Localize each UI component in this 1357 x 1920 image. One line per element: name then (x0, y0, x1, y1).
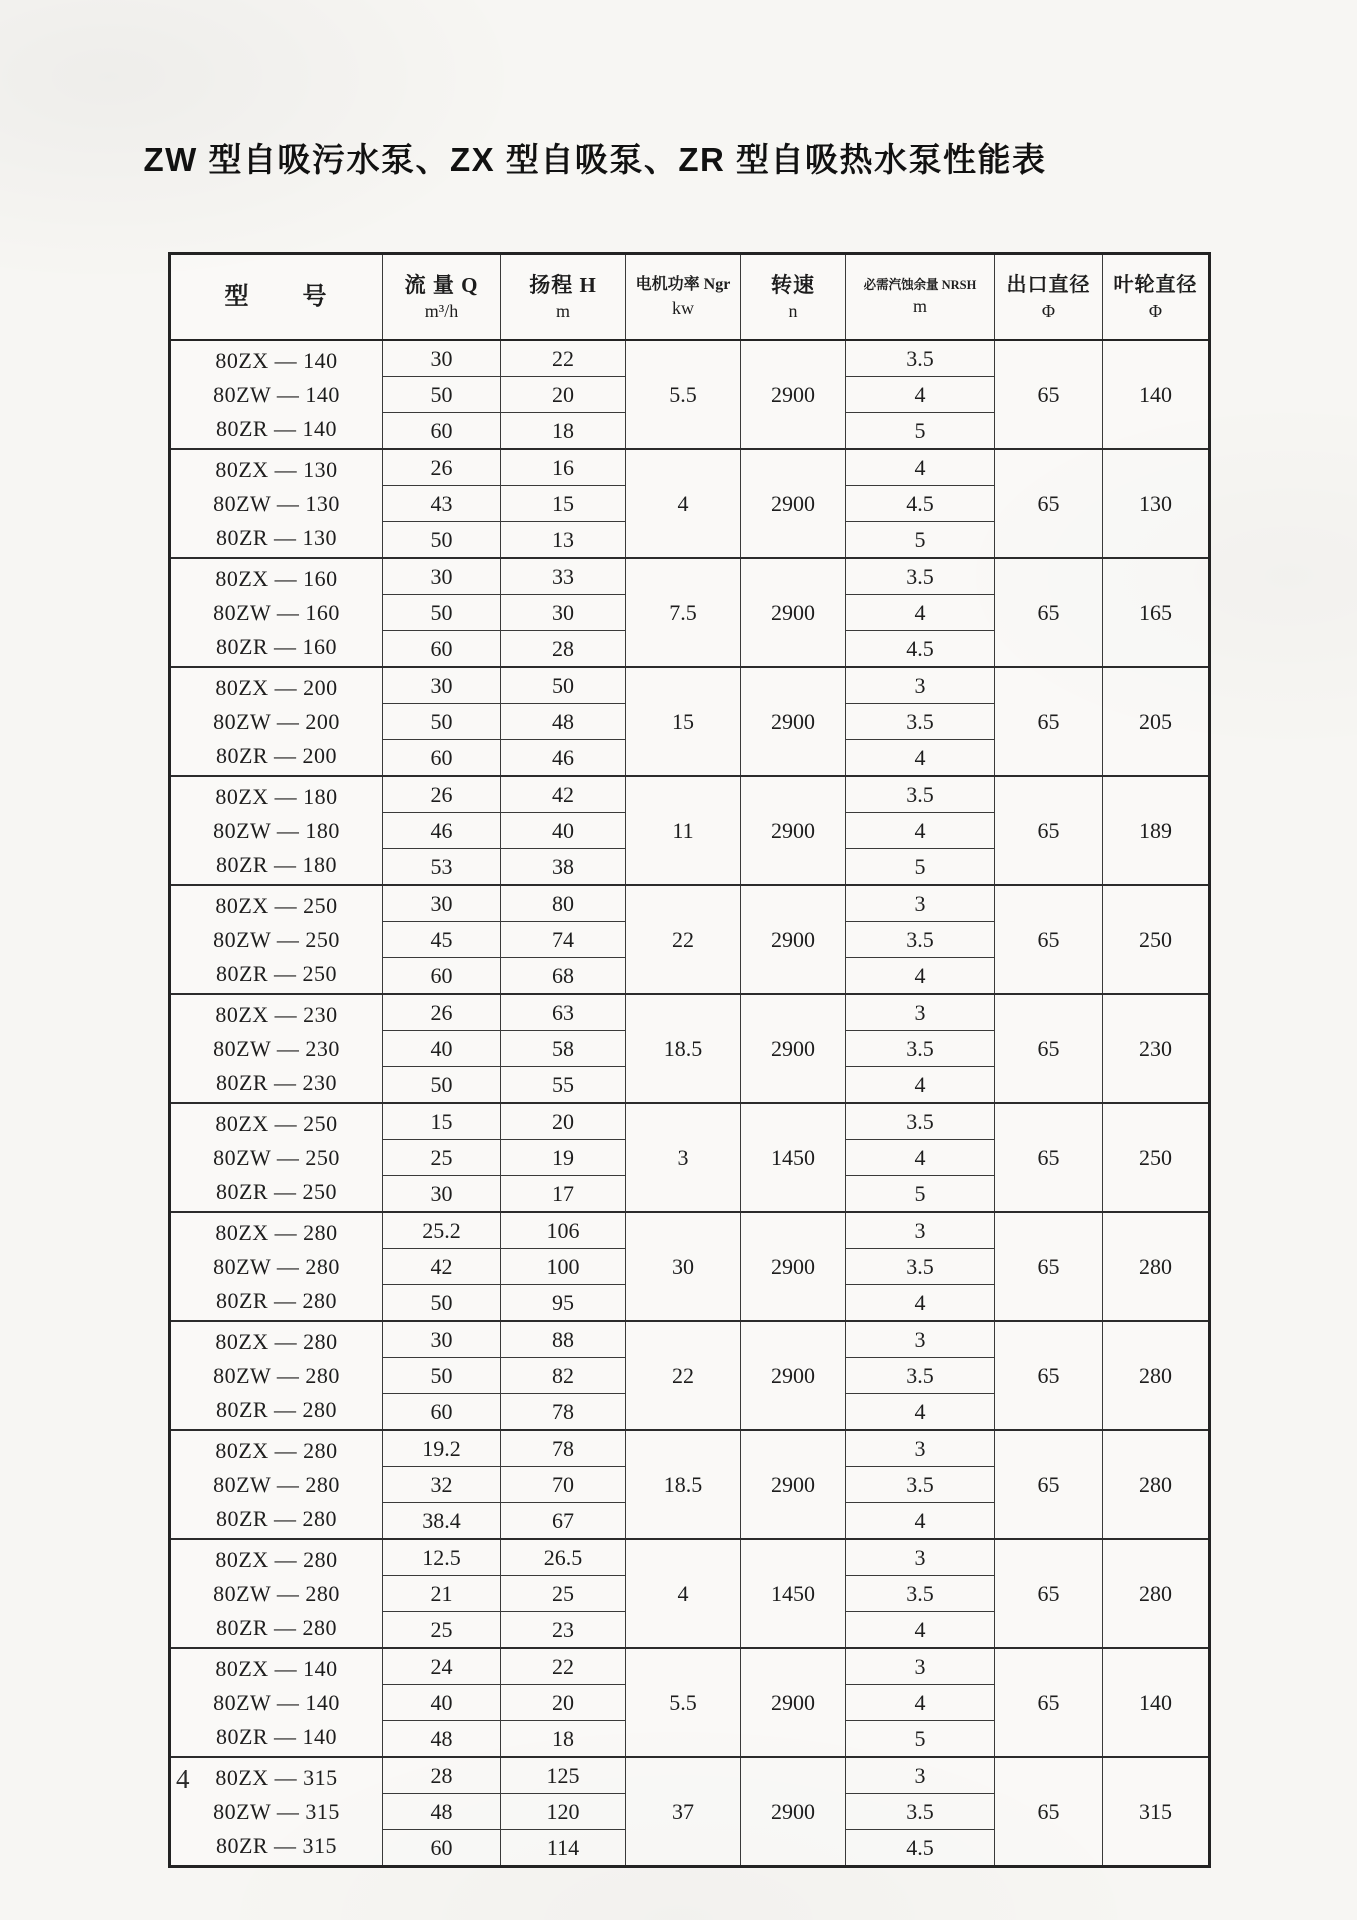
head-cell: 114 (501, 1830, 626, 1867)
flow-cell: 12.5 (383, 1539, 501, 1576)
head-cell: 30 (501, 595, 626, 631)
npsh-cell: 4 (846, 449, 995, 486)
model-name: 80ZR — 315 (215, 1832, 338, 1858)
power-cell: 37 (626, 1757, 741, 1867)
speed-cell: 2900 (741, 1430, 846, 1539)
outlet-diameter-cell: 65 (995, 776, 1103, 885)
head-cell: 18 (501, 1721, 626, 1758)
npsh-cell: 3 (846, 1430, 995, 1467)
head-cell: 40 (501, 813, 626, 849)
table-row (170, 558, 1210, 595)
model-cell (170, 340, 383, 449)
impeller-diameter-cell: 280 (1103, 1212, 1210, 1321)
speed-cell: 2900 (741, 1648, 846, 1757)
model-cell (170, 667, 383, 776)
power-cell: 7.5 (626, 558, 741, 667)
power-cell: 18.5 (626, 994, 741, 1103)
impeller-diameter-cell: 205 (1103, 667, 1210, 776)
model-name: 80ZX — 160 (215, 565, 338, 591)
flow-cell: 50 (383, 522, 501, 559)
col-header-outlet-label: 出口直径 (1006, 273, 1091, 296)
flow-cell: 30 (383, 885, 501, 922)
col-header-power-label: 电机功率 Ngr (635, 276, 731, 293)
model-name: 80ZR — 180 (215, 851, 338, 877)
model-cell (170, 1212, 383, 1321)
flow-cell: 50 (383, 1067, 501, 1104)
npsh-cell: 5 (846, 1176, 995, 1213)
model-name: 80ZX — 250 (215, 892, 338, 918)
model-name: 80ZW — 315 (213, 1798, 340, 1824)
speed-cell: 2900 (741, 1757, 846, 1867)
model-cell (170, 1103, 383, 1212)
table-row (170, 994, 1210, 1031)
flow-cell: 48 (383, 1721, 501, 1758)
model-name: 80ZR — 280 (215, 1287, 338, 1313)
flow-cell: 21 (383, 1576, 501, 1612)
head-cell: 20 (501, 1103, 626, 1140)
power-cell: 5.5 (626, 340, 741, 449)
table-header (170, 254, 1210, 341)
head-cell: 13 (501, 522, 626, 559)
flow-cell: 48 (383, 1794, 501, 1830)
flow-cell: 42 (383, 1249, 501, 1285)
npsh-cell: 3.5 (846, 1249, 995, 1285)
npsh-cell: 4 (846, 958, 995, 995)
head-cell: 26.5 (501, 1539, 626, 1576)
npsh-cell: 3 (846, 1212, 995, 1249)
npsh-cell: 4 (846, 1140, 995, 1176)
npsh-cell: 3.5 (846, 1467, 995, 1503)
col-header-speed (741, 254, 846, 341)
flow-cell: 53 (383, 849, 501, 886)
npsh-cell: 3 (846, 1757, 995, 1794)
npsh-cell: 3.5 (846, 922, 995, 958)
table-row (170, 885, 1210, 922)
flow-cell: 30 (383, 1176, 501, 1213)
npsh-cell: 4 (846, 1067, 995, 1104)
outlet-diameter-cell: 65 (995, 994, 1103, 1103)
table-row (170, 1539, 1210, 1576)
model-name: 80ZX — 315 (215, 1764, 338, 1790)
head-cell: 63 (501, 994, 626, 1031)
model-name: 80ZR — 250 (215, 960, 338, 986)
flow-cell: 60 (383, 958, 501, 995)
col-header-power (626, 254, 741, 341)
table-row (170, 449, 1210, 486)
head-cell: 78 (501, 1430, 626, 1467)
model-name: 80ZW — 250 (213, 1144, 340, 1170)
head-cell: 20 (501, 1685, 626, 1721)
model-cell (170, 1757, 383, 1867)
model-cell (170, 449, 383, 558)
table-row (170, 667, 1210, 704)
head-cell: 68 (501, 958, 626, 995)
npsh-cell: 3 (846, 667, 995, 704)
model-name: 80ZR — 200 (215, 742, 338, 768)
model-name: 80ZX — 140 (215, 347, 338, 373)
page-title: ZW 型自吸污水泵、ZX 型自吸泵、ZR 型自吸热水泵性能表 (143, 141, 1047, 178)
head-cell: 70 (501, 1467, 626, 1503)
power-cell: 15 (626, 667, 741, 776)
model-name: 80ZR — 230 (215, 1069, 338, 1095)
flow-cell: 32 (383, 1467, 501, 1503)
head-cell: 100 (501, 1249, 626, 1285)
head-cell: 80 (501, 885, 626, 922)
col-header-outlet (995, 254, 1103, 341)
head-cell: 22 (501, 1648, 626, 1685)
model-name: 80ZX — 280 (215, 1219, 338, 1245)
model-name: 80ZW — 160 (213, 599, 340, 625)
table-body (170, 340, 1210, 1867)
flow-cell: 26 (383, 776, 501, 813)
header-row (170, 254, 1210, 341)
flow-cell: 50 (383, 595, 501, 631)
npsh-cell: 4 (846, 1394, 995, 1431)
flow-cell: 45 (383, 922, 501, 958)
head-cell: 18 (501, 413, 626, 450)
model-name: 80ZW — 230 (213, 1035, 340, 1061)
outlet-diameter-cell: 65 (995, 1648, 1103, 1757)
model-cell (170, 558, 383, 667)
speed-cell: 2900 (741, 667, 846, 776)
npsh-cell: 5 (846, 522, 995, 559)
npsh-cell: 3.5 (846, 1576, 995, 1612)
head-cell: 106 (501, 1212, 626, 1249)
col-header-flow-label: 流 量 Q (404, 272, 479, 297)
npsh-cell: 3 (846, 1321, 995, 1358)
table-row (170, 1757, 1210, 1794)
flow-cell: 19.2 (383, 1430, 501, 1467)
outlet-diameter-cell: 65 (995, 885, 1103, 994)
model-name: 80ZW — 130 (213, 490, 340, 516)
npsh-cell: 5 (846, 849, 995, 886)
power-cell: 18.5 (626, 1430, 741, 1539)
head-cell: 125 (501, 1757, 626, 1794)
col-header-head (501, 254, 626, 341)
npsh-cell: 3 (846, 1539, 995, 1576)
npsh-cell: 3.5 (846, 1103, 995, 1140)
speed-cell: 2900 (741, 1212, 846, 1321)
head-cell: 28 (501, 631, 626, 668)
flow-cell: 28 (383, 1757, 501, 1794)
table-row (170, 776, 1210, 813)
flow-cell: 60 (383, 413, 501, 450)
npsh-cell: 4.5 (846, 631, 995, 668)
model-name: 80ZX — 230 (215, 1001, 338, 1027)
flow-cell: 60 (383, 740, 501, 777)
npsh-cell: 4 (846, 377, 995, 413)
model-name: 80ZX — 200 (215, 674, 338, 700)
head-cell: 19 (501, 1140, 626, 1176)
npsh-cell: 3.5 (846, 704, 995, 740)
impeller-diameter-cell: 140 (1103, 340, 1210, 449)
col-header-model (170, 254, 383, 341)
model-name: 80ZR — 280 (215, 1505, 338, 1531)
flow-cell: 50 (383, 704, 501, 740)
impeller-diameter-cell: 250 (1103, 1103, 1210, 1212)
impeller-diameter-cell: 189 (1103, 776, 1210, 885)
npsh-cell: 3 (846, 1648, 995, 1685)
model-cell (170, 1430, 383, 1539)
col-header-flow-unit: m³/h (424, 301, 459, 322)
model-name: 80ZW — 280 (213, 1580, 340, 1606)
flow-cell: 24 (383, 1648, 501, 1685)
model-cell (170, 994, 383, 1103)
table-row (170, 1430, 1210, 1467)
outlet-diameter-cell: 65 (995, 1321, 1103, 1430)
flow-cell: 25.2 (383, 1212, 501, 1249)
col-header-speed-unit: n (788, 301, 798, 322)
col-header-impeller-label: 叶轮直径 (1113, 273, 1198, 296)
pump-performance-table (168, 252, 1211, 1868)
model-name: 80ZX — 280 (215, 1546, 338, 1572)
model-name: 80ZW — 140 (213, 1689, 340, 1715)
col-header-outlet-unit: Φ (1041, 300, 1056, 321)
npsh-cell: 4.5 (846, 1830, 995, 1867)
impeller-diameter-cell: 280 (1103, 1430, 1210, 1539)
model-name: 80ZW — 180 (213, 817, 340, 843)
power-cell: 5.5 (626, 1648, 741, 1757)
page-number: 4 (176, 1764, 190, 1794)
flow-cell: 46 (383, 813, 501, 849)
npsh-cell: 3 (846, 885, 995, 922)
power-cell: 30 (626, 1212, 741, 1321)
npsh-cell: 4 (846, 1285, 995, 1322)
head-cell: 22 (501, 340, 626, 377)
model-cell (170, 776, 383, 885)
model-name: 80ZX — 280 (215, 1437, 338, 1463)
flow-cell: 25 (383, 1140, 501, 1176)
flow-cell: 60 (383, 631, 501, 668)
model-name: 80ZR — 140 (215, 415, 338, 441)
flow-cell: 25 (383, 1612, 501, 1649)
model-name: 80ZW — 250 (213, 926, 340, 952)
head-cell: 38 (501, 849, 626, 886)
outlet-diameter-cell: 65 (995, 1539, 1103, 1648)
flow-cell: 40 (383, 1685, 501, 1721)
model-cell (170, 1321, 383, 1430)
head-cell: 50 (501, 667, 626, 704)
table-row (170, 340, 1210, 377)
npsh-cell: 3.5 (846, 1031, 995, 1067)
model-name: 80ZW — 280 (213, 1471, 340, 1497)
speed-cell: 2900 (741, 885, 846, 994)
model-name: 80ZX — 130 (215, 456, 338, 482)
impeller-diameter-cell: 230 (1103, 994, 1210, 1103)
col-header-impeller-unit: Φ (1148, 300, 1163, 321)
flow-cell: 30 (383, 340, 501, 377)
outlet-diameter-cell: 65 (995, 1103, 1103, 1212)
col-header-head-unit: m (555, 301, 570, 322)
npsh-cell: 4 (846, 595, 995, 631)
speed-cell: 2900 (741, 340, 846, 449)
power-cell: 3 (626, 1103, 741, 1212)
model-name: 80ZR — 250 (215, 1178, 338, 1204)
speed-cell: 2900 (741, 558, 846, 667)
outlet-diameter-cell: 65 (995, 1430, 1103, 1539)
flow-cell: 15 (383, 1103, 501, 1140)
flow-cell: 26 (383, 994, 501, 1031)
speed-cell: 1450 (741, 1539, 846, 1648)
npsh-cell: 4.5 (846, 486, 995, 522)
outlet-diameter-cell: 65 (995, 340, 1103, 449)
flow-cell: 50 (383, 377, 501, 413)
impeller-diameter-cell: 130 (1103, 449, 1210, 558)
speed-cell: 2900 (741, 1321, 846, 1430)
model-cell (170, 1539, 383, 1648)
impeller-diameter-cell: 315 (1103, 1757, 1210, 1867)
col-header-npsh (846, 254, 995, 341)
npsh-cell: 5 (846, 1721, 995, 1758)
head-cell: 120 (501, 1794, 626, 1830)
outlet-diameter-cell: 65 (995, 1757, 1103, 1867)
npsh-cell: 4 (846, 813, 995, 849)
col-header-model-label: 型 号 (224, 284, 329, 310)
npsh-cell: 5 (846, 413, 995, 450)
flow-cell: 60 (383, 1830, 501, 1867)
head-cell: 58 (501, 1031, 626, 1067)
impeller-diameter-cell: 140 (1103, 1648, 1210, 1757)
col-header-head-label: 扬程 H (529, 272, 597, 297)
npsh-cell: 3.5 (846, 1794, 995, 1830)
outlet-diameter-cell: 65 (995, 667, 1103, 776)
model-cell (170, 1648, 383, 1757)
model-cell (170, 885, 383, 994)
outlet-diameter-cell: 65 (995, 449, 1103, 558)
model-name: 80ZX — 140 (215, 1655, 338, 1681)
head-cell: 20 (501, 377, 626, 413)
model-name: 80ZR — 160 (215, 633, 338, 659)
col-header-npsh-label: 必需汽蚀余量 NRSH (863, 276, 977, 292)
head-cell: 67 (501, 1503, 626, 1540)
npsh-cell: 3 (846, 994, 995, 1031)
flow-cell: 50 (383, 1358, 501, 1394)
model-name: 80ZR — 130 (215, 524, 338, 550)
col-header-speed-label: 转速 (771, 272, 815, 297)
outlet-diameter-cell: 65 (995, 1212, 1103, 1321)
power-cell: 4 (626, 449, 741, 558)
col-header-power-unit: kw (672, 298, 694, 318)
impeller-diameter-cell: 165 (1103, 558, 1210, 667)
head-cell: 46 (501, 740, 626, 777)
col-header-flow (383, 254, 501, 341)
head-cell: 74 (501, 922, 626, 958)
npsh-cell: 4 (846, 1612, 995, 1649)
head-cell: 78 (501, 1394, 626, 1431)
head-cell: 42 (501, 776, 626, 813)
npsh-cell: 3.5 (846, 776, 995, 813)
impeller-diameter-cell: 250 (1103, 885, 1210, 994)
flow-cell: 43 (383, 486, 501, 522)
model-name: 80ZR — 140 (215, 1723, 338, 1749)
power-cell: 4 (626, 1539, 741, 1648)
impeller-diameter-cell: 280 (1103, 1321, 1210, 1430)
model-name: 80ZR — 280 (215, 1614, 338, 1640)
model-name: 80ZX — 280 (215, 1328, 338, 1354)
flow-cell: 60 (383, 1394, 501, 1431)
speed-cell: 2900 (741, 776, 846, 885)
col-header-npsh-unit: m (912, 296, 927, 317)
npsh-cell: 4 (846, 1685, 995, 1721)
npsh-cell: 3.5 (846, 558, 995, 595)
head-cell: 16 (501, 449, 626, 486)
npsh-cell: 4 (846, 740, 995, 777)
flow-cell: 38.4 (383, 1503, 501, 1540)
speed-cell: 2900 (741, 994, 846, 1103)
npsh-cell: 3.5 (846, 1358, 995, 1394)
col-header-impeller (1103, 254, 1210, 341)
impeller-diameter-cell: 280 (1103, 1539, 1210, 1648)
npsh-cell: 4 (846, 1503, 995, 1540)
flow-cell: 26 (383, 449, 501, 486)
flow-cell: 30 (383, 558, 501, 595)
model-name: 80ZW — 280 (213, 1253, 340, 1279)
flow-cell: 50 (383, 1285, 501, 1322)
head-cell: 23 (501, 1612, 626, 1649)
table-row (170, 1648, 1210, 1685)
speed-cell: 2900 (741, 449, 846, 558)
table-row (170, 1321, 1210, 1358)
model-name: 80ZR — 280 (215, 1396, 338, 1422)
head-cell: 88 (501, 1321, 626, 1358)
model-name: 80ZX — 180 (215, 783, 338, 809)
head-cell: 95 (501, 1285, 626, 1322)
flow-cell: 40 (383, 1031, 501, 1067)
speed-cell: 1450 (741, 1103, 846, 1212)
head-cell: 82 (501, 1358, 626, 1394)
power-cell: 11 (626, 776, 741, 885)
model-name: 80ZX — 250 (215, 1110, 338, 1136)
power-cell: 22 (626, 1321, 741, 1430)
model-name: 80ZW — 200 (213, 708, 340, 734)
table-row (170, 1103, 1210, 1140)
head-cell: 25 (501, 1576, 626, 1612)
flow-cell: 30 (383, 1321, 501, 1358)
flow-cell: 30 (383, 667, 501, 704)
power-cell: 22 (626, 885, 741, 994)
npsh-cell: 3.5 (846, 340, 995, 377)
head-cell: 33 (501, 558, 626, 595)
head-cell: 17 (501, 1176, 626, 1213)
head-cell: 48 (501, 704, 626, 740)
head-cell: 55 (501, 1067, 626, 1104)
model-name: 80ZW — 140 (213, 381, 340, 407)
head-cell: 15 (501, 486, 626, 522)
table-row (170, 1212, 1210, 1249)
model-name: 80ZW — 280 (213, 1362, 340, 1388)
outlet-diameter-cell: 65 (995, 558, 1103, 667)
